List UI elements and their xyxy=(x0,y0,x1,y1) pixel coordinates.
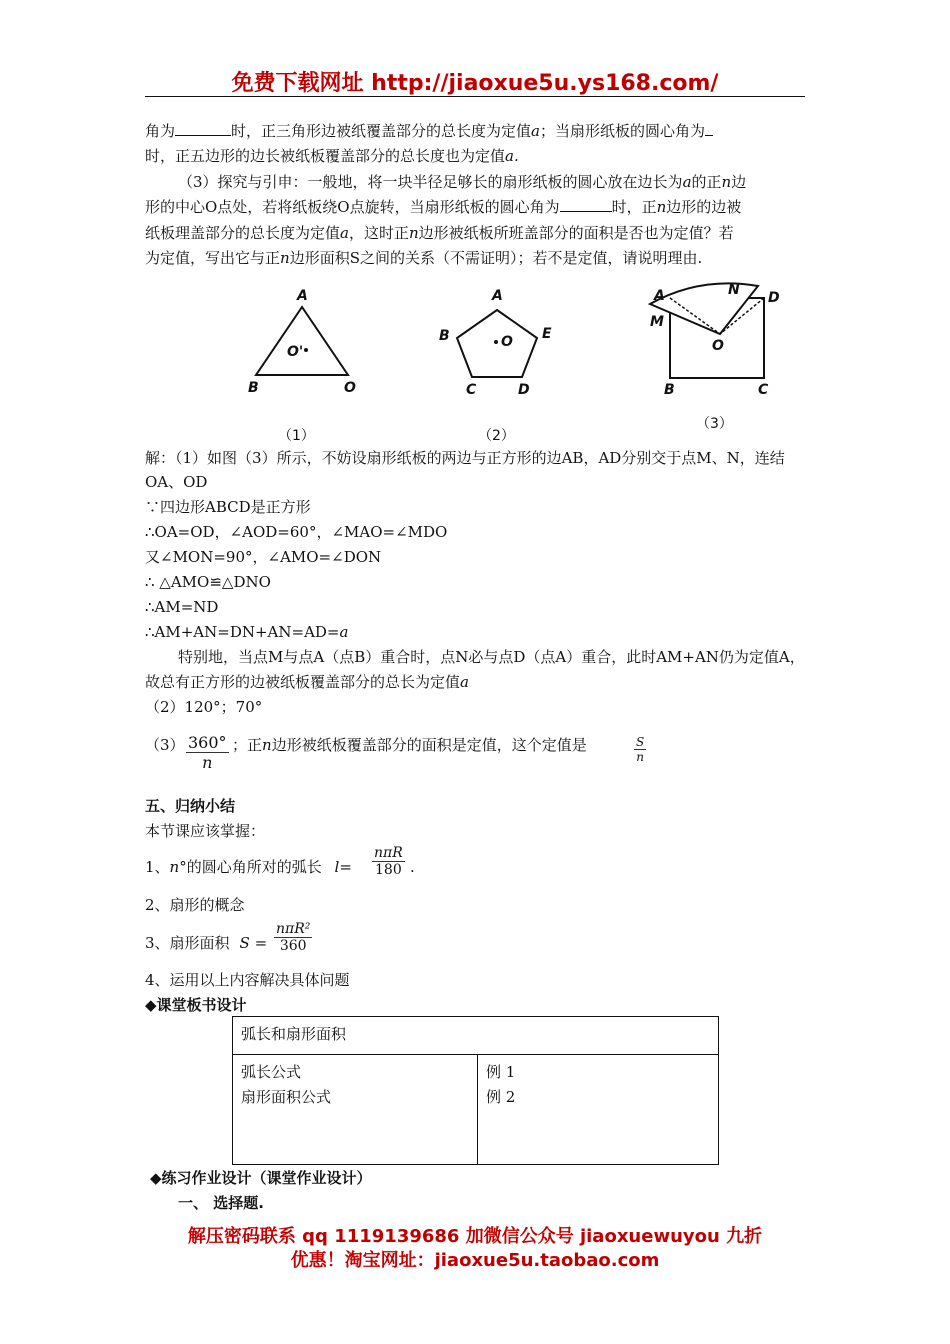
header-link[interactable]: 免费下载网址 http://jiaoxue5u.ys168.com/ xyxy=(231,71,719,96)
label-a: A xyxy=(492,288,503,304)
label-e: E xyxy=(542,326,552,342)
summary-item-1: 1、n°的圆心角所对的弧长 l= xyxy=(145,858,352,876)
homework-heading: ◆练习作业设计（课堂作业设计） xyxy=(150,1169,372,1187)
board-right-1: 例 1 xyxy=(486,1063,516,1081)
center-dot xyxy=(494,340,498,344)
figure-square-sector xyxy=(640,278,800,438)
board-table xyxy=(232,1016,719,1165)
solution-line-3: ∵四边形ABCD是正方形 xyxy=(145,498,311,516)
fraction-s-over-n: $\frac{S}{n}$ xyxy=(636,735,645,764)
label-o: O xyxy=(501,334,513,350)
solution-line-7: ∴AM=ND xyxy=(145,598,219,616)
figure-pentagon xyxy=(430,280,570,450)
solution-line-8: ∴AM+AN=DN+AN=AD=a xyxy=(145,623,349,641)
fraction-360-over-n: $\frac{360^\circ}{n}$ xyxy=(188,733,227,772)
arc-length-fraction: nπR 180 xyxy=(374,845,403,878)
summary-item-2: 2、扇形的概念 xyxy=(145,896,245,914)
label-a: A xyxy=(654,288,665,304)
problem-part3-line-4: 为定值，写出它与正n边形面积S之间的关系（不需证明）；若不是定值，请说明理由. xyxy=(145,249,703,267)
triangle-shape xyxy=(256,307,348,375)
homework-sub: 一、 选择题. xyxy=(178,1194,264,1212)
center-dot xyxy=(304,348,308,352)
solution-line-4: ∴OA=OD，∠AOD=60°，∠MAO=∠MDO xyxy=(145,523,448,541)
solution-line-10: 故总有正方形的边被纸板覆盖部分的总长为定值a xyxy=(145,673,469,691)
solution-line-6: ∴ △AMO≌△DNO xyxy=(145,573,271,591)
label-center: O' xyxy=(287,344,304,360)
footer-line-1[interactable]: 解压密码联系 qq 1119139686 加微信公众号 jiaoxuewuyou 九折 xyxy=(187,1226,763,1247)
label-a: A xyxy=(297,288,308,304)
board-title: 弧长和扇形面积 xyxy=(233,1017,719,1055)
solution-line-12-prefix: （3） xyxy=(145,736,185,754)
problem-part3-line-3: 纸板理盖部分的总长度为定值a，这时正n边形被纸板所班盖部分的面积是否也为定值？若 xyxy=(145,224,734,242)
solution-line-9: 特别地，当点M与点A（点B）重合时，点N必与点D（点A）重合，此时AM+AN仍为定值A， xyxy=(178,648,805,666)
problem-part3-line-1: （3）探究与引申：一般地，将一块半径足够长的扇形纸板的圆心放在边长为a的正n边 xyxy=(178,173,747,191)
solution-line-2: OA、OD xyxy=(145,473,208,491)
summary-heading: 五、归纳小结 xyxy=(145,797,236,815)
solution-line-11: （2）120°；70° xyxy=(145,698,263,716)
label-d: D xyxy=(518,382,530,398)
label-b: B xyxy=(248,380,259,396)
sector-shape xyxy=(650,283,758,334)
summary-intro: 本节课应该掌握： xyxy=(145,822,266,840)
board-right-2: 例 2 xyxy=(486,1088,516,1106)
label-c: C xyxy=(758,382,769,398)
label-o: O xyxy=(344,380,356,396)
figure-triangle xyxy=(240,280,370,450)
label-c: C xyxy=(466,382,477,398)
solution-line-5: 又∠MON=90°，∠AMO=∠DON xyxy=(145,548,382,566)
caption-3: （3） xyxy=(696,416,733,432)
problem-line-1: 角为 时，正三角形边被纸覆盖部分的总长度为定值a；当扇形纸板的圆心角为 xyxy=(145,121,713,141)
board-heading: ◆课堂板书设计 xyxy=(145,996,247,1014)
summary-item-3: 3、扇形面积 S = xyxy=(145,934,268,952)
board-left-2: 扇形面积公式 xyxy=(241,1088,332,1106)
caption-2: （2） xyxy=(478,428,515,444)
label-n: N xyxy=(728,282,740,298)
problem-line-2: 时，正五边形的边长被纸板覆盖部分的总长度也为定值a. xyxy=(145,147,519,165)
summary-item-4: 4、运用以上内容解决具体问题 xyxy=(145,971,350,989)
arc-length-period: . xyxy=(410,858,415,876)
sector-area-fraction: nπR² 360 xyxy=(276,921,311,954)
label-d: D xyxy=(768,290,780,306)
solution-line-12: ；正n边形被纸板覆盖部分的面积是定值，这个定值是 xyxy=(232,736,587,754)
label-b: B xyxy=(664,382,675,398)
solution-line-1: 解：（1）如图（3）所示，不妨设扇形纸板的两边与正方形的边AB，AD分别交于点M、N，连结 xyxy=(145,449,785,467)
problem-part3-line-2: 形的中心O点处，若将纸板绕O点旋转，当扇形纸板的圆心角为 时，正n边形的边被 xyxy=(145,198,742,216)
header-rule xyxy=(145,96,805,97)
footer-line-2[interactable]: 优惠！淘宝网址：jiaoxue5u.taobao.com xyxy=(290,1250,660,1271)
board-right-cell xyxy=(478,1055,719,1165)
label-b: B xyxy=(439,328,450,344)
label-m: M xyxy=(650,314,664,330)
caption-1: （1） xyxy=(278,428,315,444)
label-o: O xyxy=(712,338,724,354)
board-left-cell xyxy=(233,1055,478,1165)
board-left-1: 弧长公式 xyxy=(241,1063,302,1081)
